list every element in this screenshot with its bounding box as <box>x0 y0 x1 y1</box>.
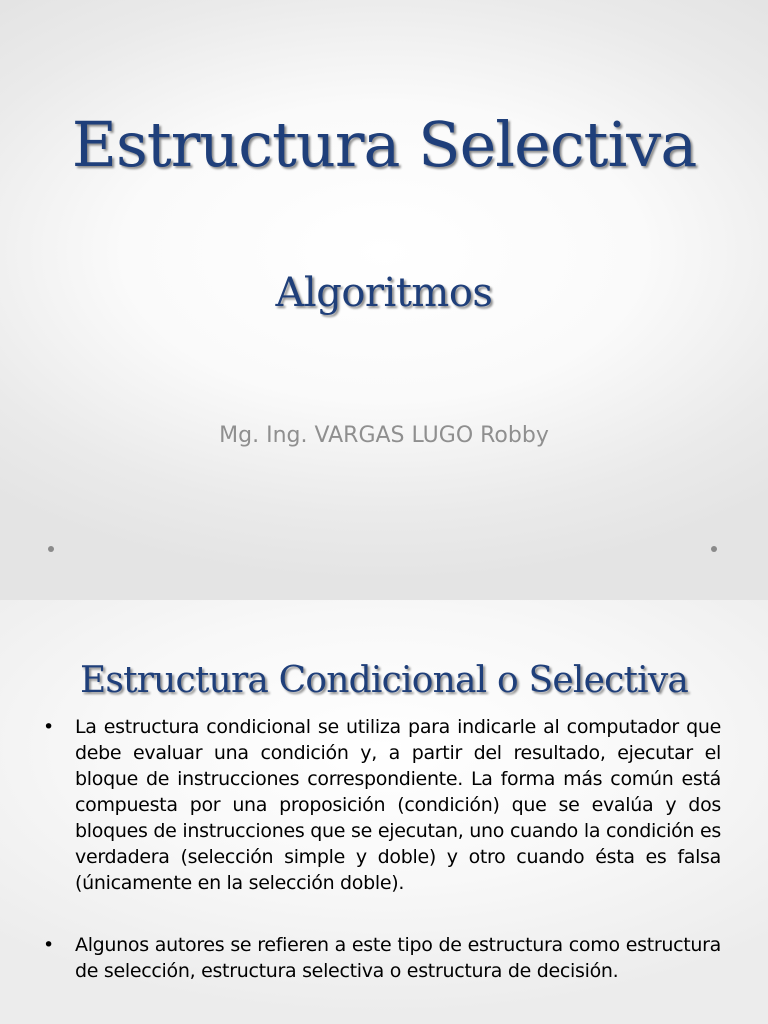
content-slide <box>0 600 768 1024</box>
bullet-item <box>0 714 768 896</box>
bullet-list <box>0 714 768 984</box>
content-slide-title: Estructura Condicional o Selectiva <box>79 660 689 701</box>
author-name: Mg. Ing. VARGAS LUGO Robby <box>219 423 549 448</box>
bullet-item <box>0 932 768 984</box>
bullet-text: La estructura condicional se utiliza para indicarle al computador que debe evaluar una condición y, a partir del resultado, ejecutar el bloque de instrucciones correspondiente. La forma más común está compuesta por una proposición (condición) que se evalúa y dos bloques de instrucciones que se ejecutan, uno cuando la condición es verdadera (selección simple y doble) y otro cuando ésta es falsa (únicamente en la selección doble). <box>75 716 721 894</box>
slide-title: Estructura Selectiva <box>71 108 697 181</box>
decorative-dot-left <box>48 546 54 552</box>
bullet-text: Algunos autores se refieren a este tipo de estructura como estructura de selección, estructura selectiva o estructura de decisión. <box>75 934 721 982</box>
bullet-dot-icon: • <box>43 934 54 956</box>
decorative-dot-right <box>711 546 717 552</box>
bullet-dot-icon: • <box>43 716 54 738</box>
slide-subtitle: Algoritmos <box>275 270 493 316</box>
